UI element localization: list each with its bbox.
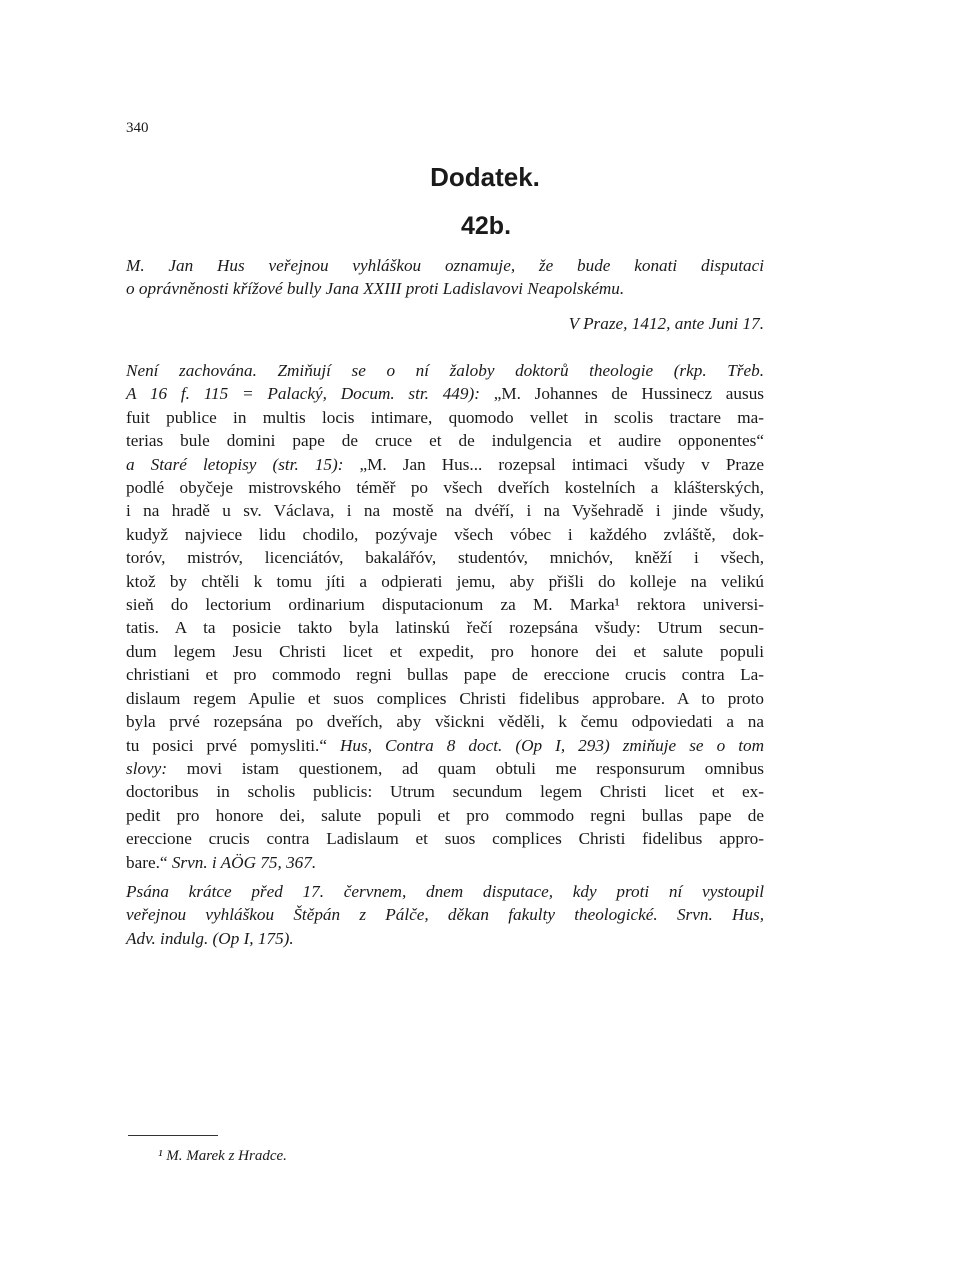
note-line: Adv. indulg. (Op I, 175). (126, 928, 294, 948)
document-date: V Praze, 1412, ante Juni 17. (568, 314, 764, 333)
body-line: ktož by chtěli k tomu jíti a odpierati jemu, aby přišli do kolleje na velikú (126, 571, 764, 591)
body-line: doctoribus in scholis publicis: Utrum secundum legem Christi licet et ex- (126, 782, 764, 802)
body-line: fuit publice in multis locis intimare, quomodo vellet in scolis tractare ma- (126, 407, 764, 427)
body-line: tatis. A ta posicie takto byla latinskú řečí rozepsána všudy: Utrum secun- (126, 618, 764, 638)
page-number: 340 (126, 120, 149, 136)
body-line: sieň do lectorium ordinarium disputacionum za M. Marka¹ rektora universi- (126, 595, 764, 615)
body-line: bare.“ Srvn. i AÖG 75, 367. (126, 852, 317, 872)
editorial-note (126, 880, 764, 950)
body-line: dislaum regem Apulie et suos complices Christi fidelibus approbare. A to proto (126, 688, 764, 708)
body-line: christiani et pro commodo regni bullas pape de ereccione crucis contra La- (126, 665, 764, 685)
note-line: veřejnou vyhláškou Štěpán z Pálče, děkan fakulty theologické. Srvn. Hus, (126, 905, 764, 925)
body-line: podlé obyčeje mistrovského téměř po všech dveřích kostelních a klášterských, (126, 478, 764, 498)
body-line: ereccione crucis contra Ladislaum et suos complices Christi fidelibus appro- (126, 829, 764, 849)
body-line: A 16 f. 115 = Palacký, Docum. str. 449): „M. Johannes de Hussinecz ausus (126, 384, 764, 404)
body-line: Není zachována. Zmiňují se o ní žaloby doktorů theologie (rkp. Třeb. (126, 361, 764, 380)
footnote: ¹ M. Marek z Hradce. (158, 1148, 287, 1164)
body-line: terias bule domini pape de cruce et de indulgencia et audire opponentes“ (126, 431, 764, 451)
body-line: toróv, mistróv, licenciátóv, bakalářóv, studentóv, mnichóv, kněží i všech, (126, 548, 764, 568)
summary-line: M. Jan Hus veřejnou vyhláškou oznamuje, že bude konati disputaci (126, 256, 764, 275)
body-line: dum legem Jesu Christi licet et expedit, pro honore dei et salute populi (126, 641, 764, 661)
document-number: 42b. (460, 212, 512, 240)
body-line: byla prvé rozepsána po dveřích, aby všickni věděli, k čemu odpoviedati a na (126, 712, 764, 732)
page-title: Dodatek. (430, 162, 540, 192)
note-line: Psána krátce před 17. červnem, dnem disputace, kdy proti ní vystoupil (126, 882, 764, 901)
body-line: i na hradě u sv. Václava, i na mostě na dvéří, i na Vyšehradě i jinde všudy, (126, 501, 764, 521)
document-summary (126, 254, 764, 301)
body-text (126, 359, 764, 874)
body-line: kudyž najviece lidu chodilo, pozývaje všech vóbec i každého zvláště, dok- (126, 524, 764, 544)
summary-line: o oprávněnosti křížové bully Jana XXIII proti Ladislavovi Neapolskému. (126, 279, 625, 299)
body-line: tu posici prvé pomysliti.“ Hus, Contra 8 doct. (Op I, 293) zmiňuje se o tom (126, 735, 764, 755)
footnote-divider (128, 1135, 218, 1136)
body-line: a Staré letopisy (str. 15): „M. Jan Hus... rozepsal intimaci všudy v Praze (126, 454, 765, 474)
body-line: slovy: movi istam questionem, ad quam obtuli me responsurum omnibus (126, 758, 764, 778)
body-line: pedit pro honore dei, salute populi et pro commodo regni bullas pape de (126, 805, 764, 825)
